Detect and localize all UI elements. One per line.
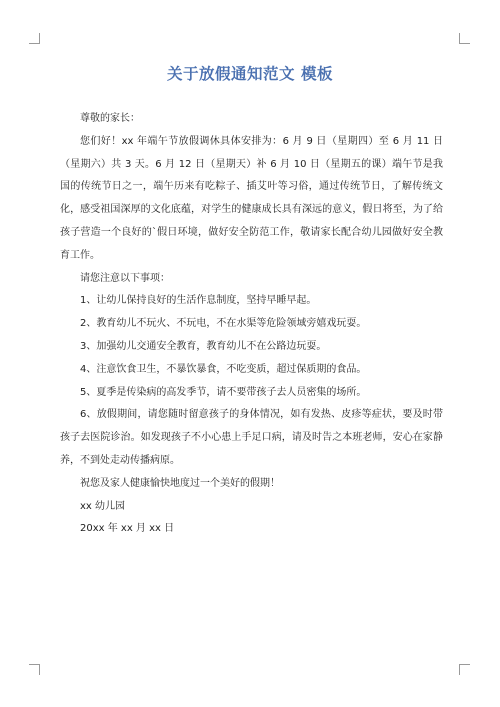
date: 20xx 年 xx 月 xx 日: [80, 523, 175, 535]
document-title: 关于放假通知范文 模板: [167, 65, 333, 83]
document-body: [60, 108, 443, 541]
notice-item-1: 1、让幼儿保持良好的生活作息制度，坚持早睡早起。: [80, 295, 317, 307]
crop-mark-bottom-left: [29, 664, 40, 675]
notice-item-6: 6、放假期间，请您随时留意孩子的身体情况，如有发热、皮疹等症状，要及时带孩子去医院诊治。如发现孩子不小心患上手足口病，请及时告之本班老师，安心在家静养，不到处走动传播病原。: [60, 409, 443, 466]
crop-mark-top-right: [459, 33, 470, 44]
greeting: 尊敬的家长：: [80, 113, 140, 124]
notice-item-5: 5、夏季是传染病的高发季节，请不要带孩子去人员密集的场所。: [80, 386, 367, 398]
notice-item-4: 4、注意饮食卫生，不暴饮暴食，不吃变质，超过保质期的食品。: [80, 363, 367, 375]
signature: xx 幼儿园: [80, 500, 126, 512]
notice-heading: 请您注意以下事项：: [80, 272, 170, 284]
closing-wish: 祝您及家人健康愉快地度过一个美好的假期！: [80, 477, 280, 489]
intro-paragraph: 您们好！xx 年端午节放假调休具体安排为：6 月 9 日（星期四）至 6 月 11 日（星期六）共 3 天。6 月 12 日（星期天）补 6 月 10 日（星期五的课）端午节是我国的传统节日之一，端午历来有吃粽子、插艾叶等习俗，通过传统节日，了解传统文化，感受祖国深厚的文化底蕴，对学生的健康成长具有深远的意义，假日将至，为了给孩子营造一个良好的`假日环境，做好安全防范工作，敬请家长配合幼儿园做好安全教育工作。: [60, 135, 443, 261]
crop-mark-bottom-right: [459, 664, 470, 675]
notice-item-3: 3、加强幼儿交通安全教育，教育幼儿不在公路边玩耍。: [80, 340, 327, 352]
crop-mark-top-left: [29, 33, 40, 44]
notice-item-2: 2、教育幼儿不玩火、不玩电，不在水渠等危险领域旁嬉戏玩耍。: [80, 318, 367, 330]
